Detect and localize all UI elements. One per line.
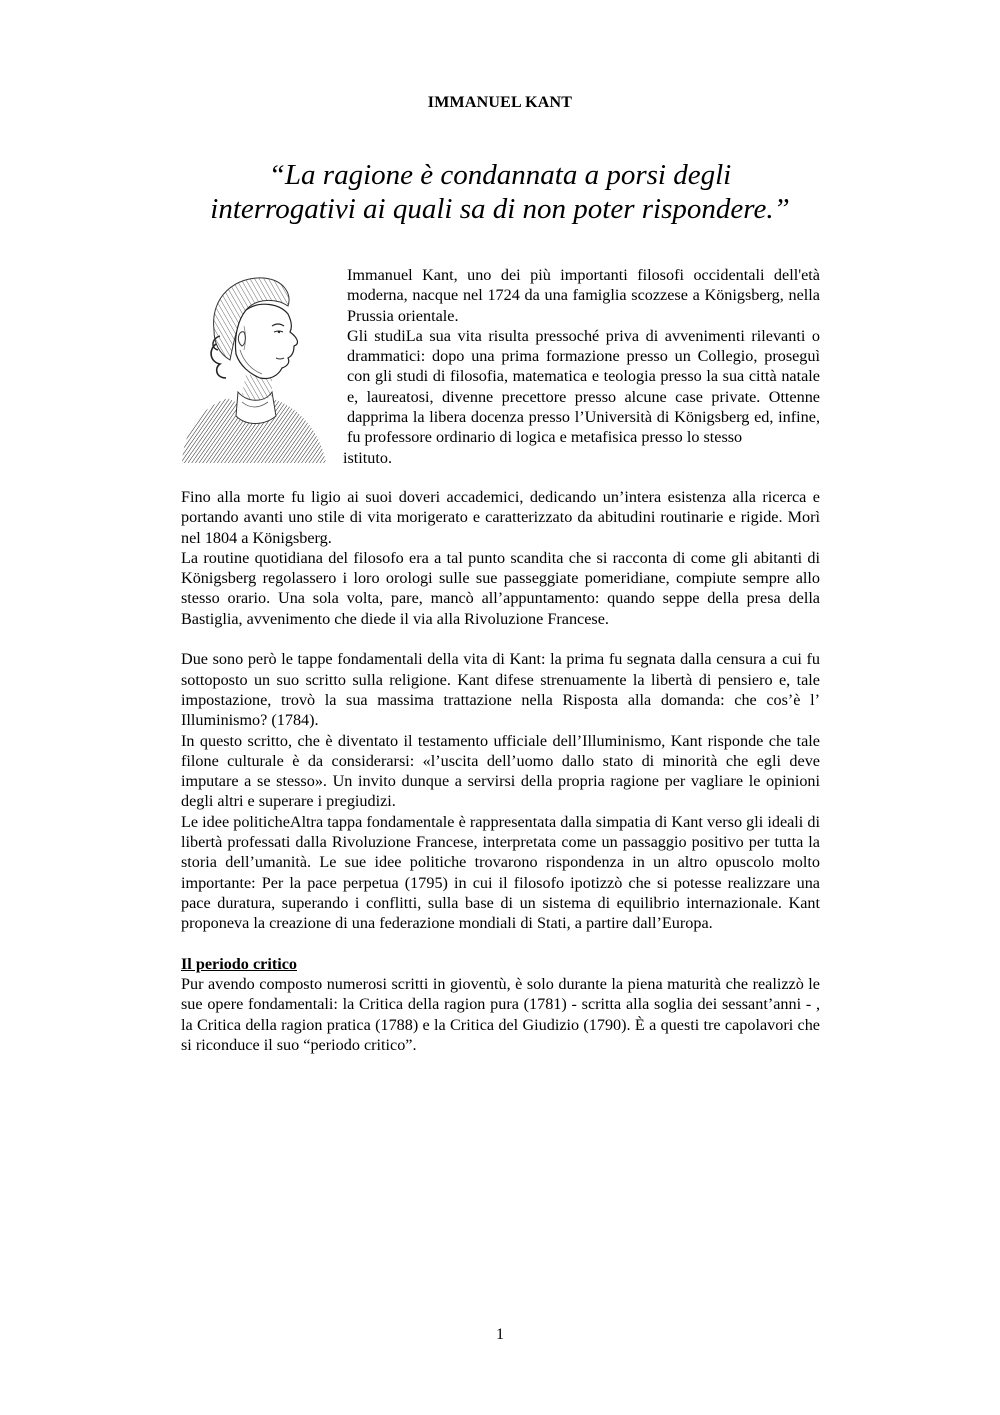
paragraph: Le idee politicheAltra tappa fondamentale è rappresentata dalla simpatia di Kant verso gli ideali di libertà professati dalla Rivoluzione Francese, interpretata come un passaggio positivo per tutta la storia dell’umanità. Le sue idee politiche trovarono rispondenza in un altro opuscolo molto importante: Per la pace perpetua (1795) in cui il filosofo ipotizzò che si potesse realizzare una pace duratura, superando i conflitti, sulla base di un sistema di equilibrio internazionale. Kant proponeva la creazione di una federazione mondiali di Stati, a partire dall’Europa. (181, 812, 820, 933)
paragraph-tail: istituto. (343, 448, 393, 467)
quote-line-2: interrogativi ai quali sa di non poter rispondere.” (210, 193, 790, 225)
paragraph: Pur avendo composto numerosi scritti in gioventù, è solo durante la piena maturità che realizzò le sue opere fondamentali: la Critica della ragion pura (1781) - scritta alla soglia dei sessant’anni - , la Critica della ragion pratica (1788) e la Critica del Giudizio (1790). È a questi tre capolavori che si riconduce il suo “periodo critico”. (181, 975, 820, 1055)
paragraph: In questo scritto, che è diventato il testamento ufficiale dell’Illuminismo, Kant risponde che tale filone culturale è da considerarsi: «l’uscita dell’uomo dallo stato di minorità che egli deve imputare a se stesso». Un invito dunque a servirsi della propria ragione per vagliare le opinioni degli altri e superare i pregiudizi. (181, 731, 820, 811)
paragraph: Gli studiLa sua vita risulta pressoché priva di avvenimenti rilevanti o drammatici: dopo una prima formazione presso un Collegio, proseguì con gli studi di filosofia, matematica e teologia presso la sua città natale e, laureatosi, divenne precettore presso alcune case private. Ottenne dapprima la libera docenza presso l’Università di Königsberg ed, infine, fu professore ordinario di logica e metafisica presso lo stesso (347, 326, 820, 447)
kant-portrait-icon (180, 270, 328, 463)
paragraph: Immanuel Kant, uno dei più importanti filosofi occidentali dell'età moderna, nacque nel 1724 da una famiglia scozzese a Königsberg, nella Prussia orientale. (347, 266, 820, 325)
paragraph: La routine quotidiana del filosofo era a tal punto scandita che si racconta di come gli abitanti di Königsberg regolassero i loro orologi sulle sue passeggiate pomeridiane, compiute sempre allo stesso orario. Una sola volta, pare, mancò all’appuntamento: quando seppe della presa della Bastiglia, avvenimento che diede il via alla Rivoluzione Francese. (181, 548, 820, 628)
section-heading: Il periodo critico (181, 954, 297, 973)
paragraph: Fino alla morte fu ligio ai suoi doveri accademici, dedicando un’intera esistenza alla ricerca e portando avanti uno stile di vita morigerato e caratterizzato da abitudini routinarie e rigide. Morì nel 1804 a Königsberg. (181, 488, 820, 547)
page-number: 1 (496, 1326, 504, 1343)
paragraph: Due sono però le tappe fondamentali della vita di Kant: la prima fu segnata dalla censura a cui fu sottoposto un suo scritto sulla religione. Kant difese strenuamente la libertà di pensiero e, tale impostazione, trovò la sua massima trattazione nella Risposta alla domanda: che cos’è l’ Illuminismo? (1784). (181, 650, 820, 730)
document-title: IMMANUEL KANT (427, 94, 573, 111)
epigraph-quote (150, 158, 850, 226)
quote-line-1: “La ragione è condannata a porsi degli (268, 159, 732, 191)
main-text (181, 487, 820, 1055)
intro-column (343, 265, 820, 468)
